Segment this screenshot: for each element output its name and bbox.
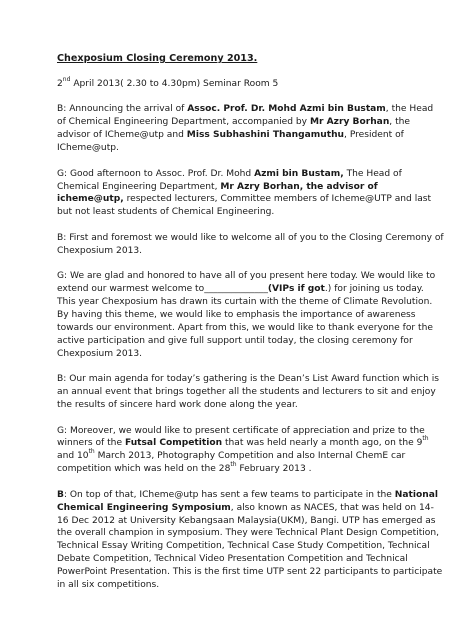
bold-text: Miss Subhashini Thangamuthu xyxy=(186,130,345,141)
text: and 10 xyxy=(57,451,89,462)
superscript: th xyxy=(422,435,429,443)
text: B: Announcing the arrival of xyxy=(57,104,188,115)
bold-text: Mr Azry Borhan, the advisor of icheme@utp, xyxy=(57,181,378,205)
text: .) for joining us today. This year Chexposium has drawn its curtain with the theme of Climate Revolution. By having this theme, we would like to emphasis the importance of awareness towards our environment. Apart from this, we would like to thank everyone for the active participation and give full support until today, the closing ceremony for Chexposium 2013. xyxy=(57,284,433,359)
text: , the advisor of ICheme@utp and xyxy=(57,117,411,141)
text: The Head of Chemical Engineering Department, xyxy=(57,168,402,192)
text: March 2013, Photography Competition and also Internal ChemE car competition which was held on the 28 xyxy=(57,451,406,475)
text: that was held nearly a month ago, on the 9 xyxy=(222,438,423,449)
text: , also known as NACES, that was held on 14-16 Dec 2012 at University Kebangsaan Malaysia(UKM), Bangi. UTP has emerged as the overall champion in symposium. They were Technical Plant Design Competition, Technical Essay Writing Competition, Technical Case Study Competition, Technical Debate Competition, Technical Video Presentation Competition and Technical PowerPoint Presentation. This is the first time UTP sent 22 participants to participate in all six competitions. xyxy=(57,502,443,591)
paragraph-symposium xyxy=(57,489,444,592)
paragraph-welcome: B: First and foremost we would like to welcome all of you to the Closing Ceremony of Chexposium 2013. xyxy=(57,232,444,256)
text: G: Moreover, we would like to present certificate of appreciation and prize to the winners of the xyxy=(57,425,425,449)
date-day: 2 xyxy=(57,78,63,89)
paragraph-greeting xyxy=(57,168,444,220)
text: , President of ICheme@utp. xyxy=(57,130,404,154)
superscript: th xyxy=(230,461,237,469)
date-rest: April 2013( 2.30 to 4.30pm) Seminar Room 5 xyxy=(70,78,279,89)
blank-line: ______________ xyxy=(204,284,268,295)
text: : On top of that, ICheme@utp has sent a few teams to participate in the xyxy=(63,489,395,500)
text: respected lecturers, Committee members of Icheme@UTP and last but not least students of Chemical Engineering. xyxy=(57,194,432,218)
date-line xyxy=(57,75,444,91)
paragraph-announcement xyxy=(57,103,444,155)
paragraph-prizes xyxy=(57,425,444,477)
superscript: th xyxy=(88,448,95,456)
bold-text: Azmi bin Bustam, xyxy=(254,168,344,179)
date-suffix: nd xyxy=(62,75,71,83)
bold-text: Mr Azry Borhan xyxy=(309,117,390,128)
text: , the Head of Chemical Engineering Department, accompanied by xyxy=(57,104,434,128)
paragraph-vips xyxy=(57,270,444,360)
document-title: Chexposium Closing Ceremony 2013. xyxy=(57,53,258,64)
paragraph-agenda: B: Our main agenda for today’s gathering is the Dean’s List Award function which is an annual event that brings together all the students and lecturers to sit and enjoy the results of sincere hard work done along the year. xyxy=(57,374,440,410)
bold-text: B xyxy=(57,489,64,500)
bold-text: National Chemical Engineering Symposium xyxy=(57,489,438,513)
bold-text: Futsal Competition xyxy=(124,438,223,449)
text: February 2013 . xyxy=(236,464,312,475)
text: G: Good afternoon to Assoc. Prof. Dr. Mohd xyxy=(57,168,255,179)
bold-text: (VIPs if got xyxy=(267,284,325,295)
bold-text: Assoc. Prof. Dr. Mohd Azmi bin Bustam xyxy=(187,104,386,115)
text: G: We are glad and honored to have all of you present here today. We would like to extend our warmest welcome to xyxy=(57,271,436,295)
